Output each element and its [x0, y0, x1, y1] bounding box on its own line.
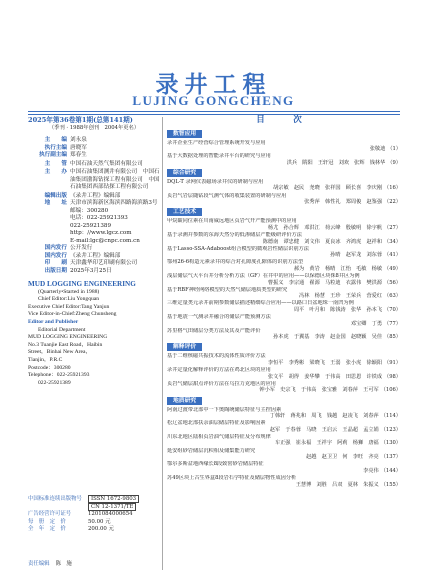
toc-article-authors: 冯林 杨慧 王珍 王荣兵 营爱红 — [299, 293, 383, 300]
toc-article-title[interactable]: 录井定量化解释评价的方法在鸡北区块的应用 — [167, 367, 271, 374]
toc-article-title[interactable]: 浅层储层气大平台井分析分析方法（GF）在井中的应用——以保德区块侏8井区为例 — [167, 273, 360, 280]
toc-entry[interactable] — [167, 448, 401, 461]
toc-title-line — [167, 140, 401, 147]
toc-author-line — [167, 321, 401, 328]
masthead-rule — [28, 111, 400, 112]
detail-value: http：//www.lgcz.com — [70, 230, 132, 236]
toc-article-title[interactable]: 甲烷碳同位素在川南威远地区页岩气开产能预测中的应用 — [167, 218, 297, 225]
details-block — [28, 193, 160, 276]
toc-article-title[interactable]: 鄂州26-6构造元素录井的综合对孔隙度孔隙体的识别方法型 — [167, 259, 304, 266]
toc-article-authors: 杨尤 孙合辉 邓洪江 荷云峰 殷敏明 徐宇帆 — [267, 224, 383, 231]
toc-page-number: （91） — [384, 360, 401, 367]
meta-label: 全 年 定 价 — [28, 526, 66, 533]
toc-author-line — [167, 199, 401, 206]
detail-row — [28, 200, 160, 208]
english-line: 022-25921389 — [38, 379, 71, 386]
toc-article-title[interactable]: 页岩气储层甜点评价方法在乌拉力克地区的应用 — [167, 380, 276, 387]
detail-value: E-mail:lgc@cnpc.com.cn — [70, 237, 140, 244]
meta-label: 广告经营许可证号 — [28, 511, 72, 518]
toc-author-line — [167, 160, 401, 167]
detail-label — [28, 215, 70, 223]
detail-row — [28, 230, 160, 238]
toc-page-number: （137） — [380, 454, 401, 461]
detail-label: 出版日期 — [44, 267, 67, 274]
toc-article-title[interactable]: 基于RBF神经网络模型的天然气储层地质类型的研究 — [167, 286, 288, 293]
toc-article-authors: 李亮伟 — [363, 467, 379, 474]
toc-section-heading: 工艺技术 — [167, 208, 202, 216]
credit-value: 郑春生 — [70, 152, 87, 158]
meta-value: ISSN 1672-9803 — [88, 495, 139, 503]
sponsor-label: 主 管 — [44, 160, 67, 167]
toc-article-authors: 车正强 崔永福 王祥宇 阿莉 杨狮 唐福 — [274, 440, 379, 447]
toc-article-authors: 丁韩轩 蒋兆和 周飞 钱越 赵凌飞 刘春萍 — [269, 413, 379, 420]
issue-subline: （季刊 · 1988年创刊 2004年更名） — [48, 124, 140, 131]
toc-entry[interactable] — [167, 232, 401, 245]
toc-entry[interactable] — [167, 461, 401, 474]
toc-section-heading: 综合研究 — [167, 169, 202, 177]
detail-row — [28, 223, 160, 231]
toc-entry[interactable] — [167, 314, 401, 327]
meta-label: 中国标准连续出版物号 — [28, 496, 82, 502]
toc-author-line — [167, 387, 401, 394]
toc-body — [167, 128, 401, 489]
toc-page-number: （106） — [380, 387, 401, 394]
toc-article-title[interactable]: 录井企业生产经营综合管理系统开发与应用 — [167, 139, 266, 146]
detail-label: 印 刷 — [44, 260, 67, 266]
toc-entry[interactable] — [167, 300, 401, 313]
meta-value: 50.00 元 — [88, 518, 111, 525]
toc-author-line — [167, 454, 401, 461]
sponsor-row — [28, 169, 160, 192]
toc-article-authors: 张敬迪 — [369, 146, 386, 153]
detail-label: 国内发行 — [44, 252, 67, 259]
toc-article-authors: 孙本虎 于翼基 李涛 赵金国 赵晓颖 吴佳 — [273, 334, 383, 341]
english-line: Chief Editor:Liu Yongquan — [38, 296, 100, 303]
meta-value: 200.00 元 — [88, 526, 114, 533]
meta-value: CN 12-1371/TE — [88, 503, 136, 511]
toc-section-heading: 解释评价 — [167, 343, 202, 351]
toc-page-number: （114） — [380, 413, 401, 420]
detail-row — [28, 268, 160, 276]
toc-page-number: （34） — [384, 238, 401, 245]
toc-article-title[interactable]: 延安组砂岩储层沉积相及储集能力研究 — [167, 447, 256, 454]
toc-article-title[interactable]: 基于地震一气测录井融合的储层产能预测方法 — [167, 314, 271, 321]
english-line: Tianjin，P.R.C — [28, 356, 63, 363]
credit-label: 执行副主编 — [39, 152, 67, 158]
english-line: Telephone：022-25921393 — [28, 372, 90, 379]
toc-entry[interactable] — [167, 434, 401, 447]
detail-value: 天津市滨海新区海滨四路海滨路3号 — [70, 200, 158, 206]
toc-entry[interactable] — [167, 218, 401, 231]
toc-article-authors: 周平 叶月和 陈钱涛 张华 孙本飞 — [293, 306, 383, 313]
sponsor-label: 主 办 — [44, 169, 67, 175]
toc-page-number: （41） — [384, 252, 401, 259]
toc-article-authors: 钟小军 史宗飞 于伟高 张宝雅 刘春萍 王可军 — [259, 387, 379, 394]
english-line: No.3 Tuanjie East Road，Haibin — [28, 341, 103, 348]
toc-article-title[interactable]: 三维定量类元录井前期参数储层描述精细综合应用——以路口日盆地珠一南凹为例 — [167, 300, 354, 307]
toc-article-title[interactable]: 川东北地区陆相页岩油气储层特征及分布规律 — [167, 433, 271, 440]
journal-title-en: LUJING GONGCHENG — [132, 93, 295, 108]
toc-article-authors: 洪兵 隋阳 王轩冠 刘欢 张辉 钱林华 — [286, 159, 386, 166]
toc-author-line — [167, 334, 401, 341]
toc-page-number: （123） — [380, 426, 401, 433]
toc-page-number: （98） — [384, 373, 401, 380]
toc-author-line — [167, 225, 401, 232]
toc-author-line — [167, 468, 401, 475]
toc-entry[interactable] — [167, 273, 401, 286]
meta-value-cell — [88, 526, 160, 534]
toc-entry[interactable] — [167, 353, 401, 366]
toc-page-number: （77） — [384, 320, 401, 327]
toc-author-line — [167, 252, 401, 259]
toc-author-line — [167, 413, 401, 420]
toc-page-number: （1） — [387, 146, 401, 153]
detail-label: 编辑出版 — [44, 192, 67, 199]
toc-page-number: （130） — [380, 440, 401, 447]
english-line: Editor and Publisher — [28, 318, 79, 325]
toc-entry[interactable] — [167, 407, 401, 420]
toc-author-line — [167, 482, 401, 489]
toc-article-title[interactable]: 阿南过渡带北部中一下奥陶统储层特征与主控因素 — [167, 406, 282, 413]
toc-author-line — [167, 293, 401, 300]
issue-line: 2025年第36卷第1期(总第141期) — [28, 116, 133, 124]
english-line: Editorial Department — [38, 326, 86, 333]
toc-section-heading: 地质研究 — [167, 397, 202, 405]
toc-author-line — [167, 239, 401, 246]
toc-page-number: （144） — [380, 467, 401, 474]
english-line: Postcode：300280 — [28, 364, 71, 371]
toc-page-number: （49） — [384, 265, 401, 272]
toc-page-number: （27） — [384, 224, 401, 231]
toc-entry[interactable] — [167, 381, 401, 394]
detail-value: 《录井工程》编辑部 — [70, 192, 121, 199]
toc-author-line — [167, 440, 401, 447]
toc-page-number: （155） — [380, 481, 401, 488]
toc-author-line — [167, 427, 401, 434]
table-of-contents — [167, 117, 401, 489]
toc-entry[interactable] — [167, 153, 401, 166]
english-line: Executive Chief Editor:Tang Yanjun — [28, 303, 110, 310]
meta-value-cell — [88, 504, 160, 512]
toc-author-line — [167, 266, 401, 273]
credit-label: 执行主编 — [44, 144, 67, 151]
detail-label — [28, 208, 70, 216]
credit-row — [28, 152, 160, 160]
toc-article-authors: 赵军 于春蓉 马晓 王启云 王晶超 孟立娟 — [269, 426, 379, 433]
credit-label: 主 编 — [44, 137, 67, 143]
toc-entry[interactable] — [167, 259, 401, 272]
toc-page-number: （56） — [384, 279, 401, 286]
detail-value: 022-25921389 — [70, 222, 112, 229]
detail-label — [28, 223, 70, 231]
toc-author-line — [167, 360, 401, 367]
publication-meta — [28, 496, 160, 534]
toc-entry[interactable] — [167, 287, 401, 300]
toc-article-authors: 孙晴 赵军龙 刘东蓉 — [330, 252, 383, 259]
toc-article-title[interactable]: 基于二维核磁共振技术的流体性质评价方法 — [167, 353, 266, 360]
toc-article-authors: 李恒平 李秀彬 梁晓飞 王弱 张小虎 徐颖阳 — [267, 360, 383, 367]
responsible-editor — [28, 559, 72, 567]
toc-author-line — [167, 280, 401, 287]
colophon — [28, 117, 160, 387]
meta-value-cell — [88, 511, 160, 519]
toc-entry[interactable] — [167, 246, 401, 259]
detail-value: 天津鑫华印艺印刷有限公司 — [70, 260, 138, 266]
toc-article-authors: 王慧博 刘胜 吕双 夏林 朱振义 — [295, 481, 379, 488]
detail-label — [28, 238, 70, 246]
credit-value: 刘永泉 — [70, 137, 87, 143]
sponsor-value: 中国石油集团测井有限公司 中国石油集团渤海钻探工程有限公司 中国石油集团西部钻探工程有限公司 — [70, 169, 160, 190]
toc-page-number: （85） — [384, 334, 401, 341]
english-title: MUD LOGGING ENGINEERING — [28, 280, 136, 288]
toc-entry[interactable] — [167, 367, 401, 380]
toc-article-title[interactable]: DQL-T 录网仪表磁场录井仪的研制与应用 — [167, 178, 264, 185]
sponsor-row — [28, 161, 160, 169]
english-line: MUD LOGGING ENGINEERING — [28, 334, 108, 341]
meta-label: 每 册 定 价 — [28, 518, 66, 525]
toc-entry[interactable] — [167, 328, 401, 341]
detail-label: 国内发行 — [44, 245, 67, 251]
toc-page-number: （70） — [384, 306, 401, 313]
toc-page-number: （9） — [387, 159, 401, 166]
toc-article-authors: 邓宝卿 丁勇 — [350, 320, 383, 327]
detail-row — [28, 245, 160, 253]
toc-entry[interactable] — [167, 179, 401, 192]
detail-row — [28, 260, 160, 268]
toc-page-number: （22） — [384, 199, 401, 206]
toc-author-line — [167, 307, 401, 314]
column-divider — [162, 117, 163, 570]
sponsors-block — [28, 161, 160, 192]
credit-row — [28, 145, 160, 153]
detail-row — [28, 253, 160, 261]
toc-entry[interactable] — [167, 420, 401, 433]
toc-article-title[interactable]: 苏里格气田储层分类方法及其及产能评价 — [167, 327, 261, 334]
detail-label — [28, 230, 70, 238]
credit-value: 唐晓军 — [70, 144, 87, 151]
detail-value: 邮编：300280 — [70, 207, 109, 214]
toc-article-authors: 陈德南 谭忠健 刘文伟 夏良冰 齐鸿虎 赵祥和 — [262, 238, 383, 245]
toc-article-authors: 曹振义 李宗通 翟源 马粒迪 衣露伟 樊洪源 — [267, 279, 383, 286]
detail-value: 公开发行 — [70, 245, 93, 251]
editor-label: 责任编辑 — [28, 561, 50, 567]
toc-article-authors: 赵越 赵卫卫 何 李旺 齐亮 — [306, 454, 379, 461]
detail-row — [28, 215, 160, 223]
journal-title-cn: 录井工程 — [155, 72, 272, 98]
english-lines — [28, 289, 160, 388]
toc-article-title[interactable]: 基于录测并参数的东海天然分的低渗储层产能级研评价方法 — [167, 231, 302, 238]
masthead-rule-thin — [28, 114, 400, 115]
sponsor-value: 中国石油天然气集团有限公司 — [70, 160, 143, 167]
detail-value: 电话：022-25921393 — [70, 215, 128, 221]
detail-value: 2025年3月25日 — [70, 267, 112, 274]
detail-row — [28, 193, 160, 201]
toc-article-title[interactable]: 基于Lasso-SSA-Adaboost组合模型的微观岩性储层识别方法 — [167, 245, 309, 252]
toc-article-title[interactable]: 苏49区块上古生界盒8段岩石学特征及储层物性成因分析 — [167, 474, 297, 481]
toc-article-authors: 张文平 胡得 姜华攀 于伟高 田思恩 许铁成 — [267, 373, 383, 380]
toc-author-line — [167, 146, 401, 153]
english-line: (Quarterly•Started in 1988) — [38, 288, 100, 295]
english-line: Vice Editor-in-Chief:Zheng Chunsheng — [28, 311, 117, 318]
toc-article-authors: 胡宗敏 赵民 尧晓 张祥国 顾长喜 李庆刚 — [273, 185, 383, 192]
toc-article-authors: 郝为 黄岩 杨晴 江怡 毛敏 杨敏 — [293, 265, 383, 272]
toc-page-number: （63） — [384, 293, 401, 300]
toc-entry[interactable] — [167, 475, 401, 488]
toc-title: 目 次 — [256, 115, 312, 125]
credit-row — [28, 137, 160, 145]
toc-author-line — [167, 374, 401, 381]
meta-row — [28, 511, 160, 519]
toc-article-authors: 张秀萍 韩性礼 郑周俊 赵鉴强 — [304, 199, 383, 206]
toc-page-number: （16） — [384, 185, 401, 192]
english-colophon — [28, 281, 160, 387]
toc-entry[interactable] — [167, 193, 401, 206]
toc-article-title[interactable]: 基于大数据处理的智能录井平台的研究与应用 — [167, 153, 271, 160]
credits-block — [28, 137, 160, 160]
meta-value: 1201084000654 — [88, 511, 133, 518]
toc-section-heading: 数智应用 — [167, 130, 202, 138]
toc-article-title[interactable]: 松辽盆地北部扶余油层储层特征及影响因素 — [167, 420, 266, 427]
meta-row — [28, 526, 160, 534]
toc-article-title[interactable]: 鄂尔多斯盆地西缘长8段致密砂岩储层特征 — [167, 461, 264, 468]
english-line: Street，Binhai New Area， — [28, 349, 92, 356]
detail-row — [28, 238, 160, 246]
toc-author-line — [167, 185, 401, 192]
editor-name: 陈 施 — [55, 561, 72, 567]
toc-entry[interactable] — [167, 140, 401, 153]
detail-row — [28, 208, 160, 216]
toc-article-title[interactable]: 页岩气岩层随钻段气测气体的收集装置的研制与应用 — [167, 192, 287, 199]
detail-value: 《录井工程》编辑部 — [70, 252, 121, 259]
detail-label: 地 址 — [44, 200, 67, 206]
